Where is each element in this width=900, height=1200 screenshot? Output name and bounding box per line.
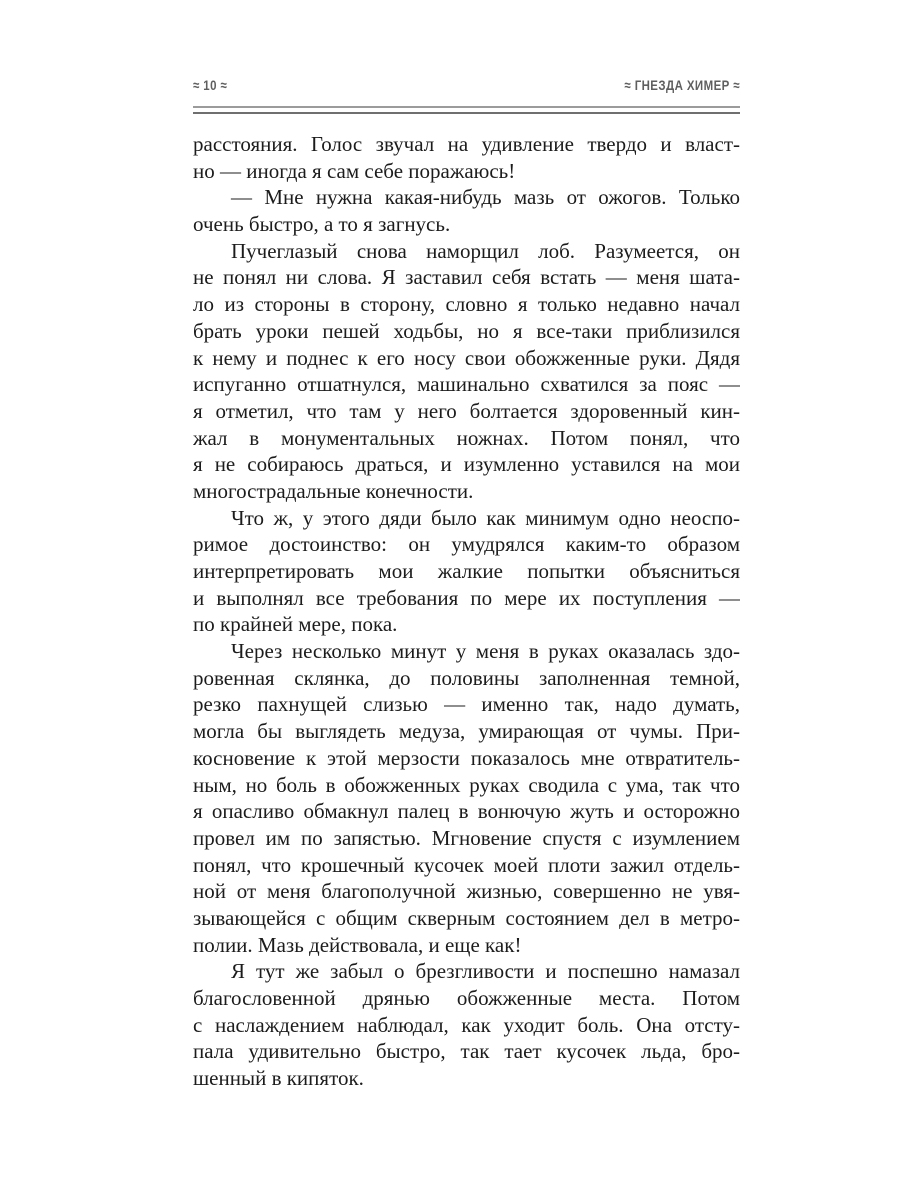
text-line: — Мне нужна какая-нибудь мазь от ожогов. Только <box>231 185 740 210</box>
text-line: благословенной дрянью обожженные места. Потом <box>193 986 740 1010</box>
text-line: могла бы выглядеть медуза, умирающая от чумы. При- <box>193 719 740 744</box>
text-line: полии. Мазь действовала, и еще как! <box>193 932 522 957</box>
text-line: я отметил, что там у него болтается здоровенный кин- <box>193 398 740 423</box>
page-body <box>193 131 740 1092</box>
text-line: пала удивительно быстро, так тает кусочек льда, бро- <box>193 1039 740 1064</box>
paragraph <box>193 505 740 638</box>
running-header <box>193 76 740 94</box>
text-line: Через несколько минут у меня в руках оказалась здо- <box>231 639 740 664</box>
page-number: ≈ 10 ≈ <box>193 77 228 93</box>
text-line: ным, но боль в обожженных руках сводила с ума, так что <box>193 772 740 797</box>
text-line: Пучеглазый снова наморщил лоб. Разумеется, он <box>231 238 740 263</box>
paragraph <box>193 958 740 1091</box>
text-line: с наслаждением наблюдал, как уходит боль. Она отсту- <box>193 1012 740 1037</box>
text-line: жал в монументальных ножнах. Потом понял, что <box>193 425 740 450</box>
text-line: зывающейся с общим скверным состоянием дел в метро- <box>193 905 740 930</box>
text-line: Я тут же забыл о брезгливости и поспешно намазал <box>231 959 740 984</box>
paragraph <box>193 131 740 184</box>
text-line: косновение к этой мерзости показалось мне отвратитель- <box>193 745 740 770</box>
book-title: ≈ ГНЕЗДА ХИМЕР ≈ <box>624 77 740 93</box>
text-line: я не собираюсь драться, и изумленно уставился на мои <box>193 452 740 477</box>
text-line: шенный в кипяток. <box>193 1066 364 1091</box>
text-line: но — иногда я сам себе поражаюсь! <box>193 158 516 183</box>
text-line: и выполнял все требования по мере их поступления — <box>193 585 740 610</box>
text-line: расстояния. Голос звучал на удивление твердо и власт- <box>193 132 740 156</box>
text-line: испуганно отшатнулся, машинально схватился за пояс — <box>193 372 740 397</box>
text-line: римое достоинство: он умудрялся каким-то образом <box>193 532 740 557</box>
text-line: брать уроки пешей ходьбы, но я все-таки приблизился <box>193 318 740 343</box>
text-line: многострадальные конечности. <box>193 478 474 503</box>
text-line: провел им по запястью. Мгновение спустя с изумлением <box>193 825 740 850</box>
paragraph <box>193 638 740 958</box>
text-line: я опасливо обмакнул палец в вонючую жуть и осторожно <box>193 799 740 824</box>
text-line: резко пахнущей слизью — именно так, надо думать, <box>193 692 740 717</box>
text-line: интерпретировать мои жалкие попытки объясниться <box>193 559 740 583</box>
paragraph <box>193 238 740 505</box>
text-line: к нему и поднес к его носу свои обожженные руки. Дядя <box>193 345 740 370</box>
text-line: ровенная склянка, до половины заполненная темной, <box>193 665 740 690</box>
text-line: очень быстро, а то я загнусь. <box>193 212 451 237</box>
text-line: Что ж, у этого дяди было как минимум одно неоспо- <box>231 505 740 530</box>
text-line: по крайней мере, пока. <box>193 612 398 637</box>
text-line: не понял ни слова. Я заставил себя встать — меня шата- <box>193 265 740 290</box>
text-line: ло из стороны в сторону, словно я только недавно начал <box>193 292 740 317</box>
text-line: ной от меня благополучной жизнью, совершенно не увя- <box>193 879 740 904</box>
header-rule-divider <box>193 106 740 114</box>
paragraph <box>193 184 740 237</box>
text-line: понял, что крошечный кусочек моей плоти зажил отдель- <box>193 852 740 877</box>
